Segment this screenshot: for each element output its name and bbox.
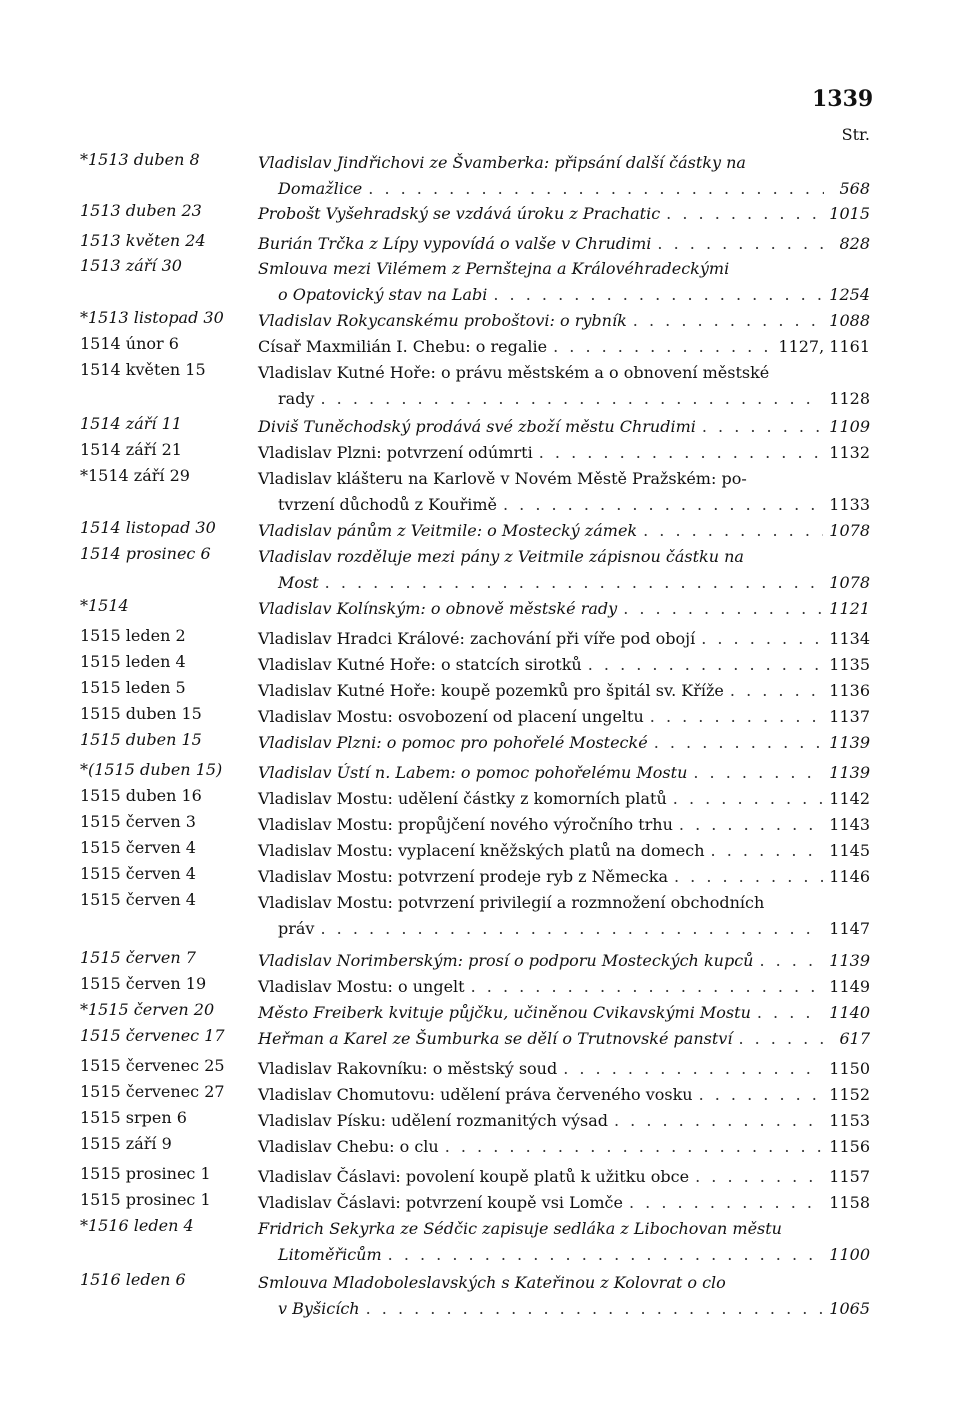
dot-leader [368, 176, 824, 202]
entry-text: Vladislav Mostu: propůjčení nového výročního trhu [258, 815, 673, 834]
entry-date: 1514 únor 6 [80, 334, 179, 353]
entry-page-ref: 1121 [829, 599, 870, 618]
entry-text: Vladislav Mostu: potvrzení prodeje ryb z Německa [258, 867, 668, 886]
dot-leader [738, 1026, 824, 1052]
entry-date: *1515 červen 20 [80, 1000, 215, 1019]
entry-text: rady [278, 389, 315, 408]
entry-line [258, 466, 870, 492]
entry-date: 1515 červenec 25 [80, 1056, 225, 1075]
entry-line [258, 864, 870, 890]
entry-text: Smlouva mezi Vilémem z Pernštejna a Královéhradeckými [258, 259, 730, 278]
entry-date: *1514 [80, 596, 129, 615]
entry-line [258, 1056, 870, 1082]
entry-description [258, 150, 870, 202]
entry-page-ref: 1128 [829, 389, 870, 408]
dot-leader [650, 704, 824, 730]
entry-line [258, 201, 870, 227]
entry-text: Vladislav Plzni: potvrzení odúmrti [258, 443, 533, 462]
entry-description [258, 1270, 870, 1322]
entry-page-ref: 1135 [829, 655, 870, 674]
entry-page-ref: 1152 [829, 1085, 870, 1104]
entry-text: tvrzení důchodů z Kouřimě [278, 495, 497, 514]
entry-date: 1514 prosinec 6 [80, 544, 211, 563]
entry-date: 1515 červenec 27 [80, 1082, 225, 1101]
entry-page-ref: 1100 [829, 1245, 870, 1264]
entry-description [258, 812, 870, 838]
entry-date: 1514 září 21 [80, 440, 182, 459]
entry-date: *1514 září 29 [80, 466, 190, 485]
dot-leader [654, 730, 824, 756]
entry-description [258, 890, 870, 942]
entry-description [258, 974, 870, 1000]
entry-description [258, 1134, 870, 1160]
dot-leader [471, 974, 824, 1000]
entry-continuation-line [258, 282, 870, 308]
entry-text: Vladislav pánům z Veitmile: o Mostecký zámek [258, 521, 638, 540]
entry-text: Vladislav Čáslavi: povolení koupě platů k užitku obce [258, 1167, 690, 1186]
entry-date: 1515 červen 19 [80, 974, 207, 993]
entry-continuation-line [258, 492, 870, 518]
entry-page-ref: 1065 [829, 1299, 870, 1318]
dot-leader [711, 838, 824, 864]
entry-line [258, 838, 870, 864]
entry-text: Vladislav Hradci Králové: zachování při víře pod obojí [258, 629, 696, 648]
entry-page-ref: 1139 [829, 951, 870, 970]
entry-text: Diviš Tuněchodský prodává své zboží městu Chrudimi [258, 417, 696, 436]
entry-continuation-line [258, 916, 870, 942]
entry-text: Vladislav klášteru na Karlově v Novém Městě Pražském: po- [258, 469, 747, 488]
entry-page-ref: 1150 [829, 1059, 870, 1078]
entry-description [258, 948, 870, 974]
dot-leader [666, 201, 823, 227]
entry-description [258, 1082, 870, 1108]
entry-line [258, 1164, 870, 1190]
entry-text: Heřman a Karel ze Šumburka se dělí o Trutnovské panství [258, 1029, 733, 1048]
entry-line [258, 1190, 870, 1216]
dot-leader [553, 334, 772, 360]
entry-date: 1515 prosinec 1 [80, 1164, 211, 1183]
dot-leader [633, 308, 823, 334]
entry-continuation-line [258, 386, 870, 412]
entry-line [258, 1026, 870, 1052]
entry-description [258, 544, 870, 596]
entry-line [258, 414, 870, 440]
entry-description [258, 864, 870, 890]
entry-date: 1515 leden 5 [80, 678, 186, 697]
entry-date: 1515 září 9 [80, 1134, 172, 1153]
entry-date: 1513 září 30 [80, 256, 182, 275]
entry-page-ref: 1139 [829, 763, 870, 782]
entry-date: 1515 prosinec 1 [80, 1190, 211, 1209]
entry-text: Vladislav rozděluje mezi pány z Veitmile zápisnou částku na [258, 547, 744, 566]
entry-line [258, 730, 870, 756]
entry-text: Město Freiberk kvituje půjčku, učiněnou Cvikavskými Mostu [258, 1003, 751, 1022]
dot-leader [643, 518, 823, 544]
entry-date: 1515 červen 3 [80, 812, 196, 831]
dot-leader [679, 812, 823, 838]
entry-date: 1515 červen 7 [80, 948, 196, 967]
entry-text: Vladislav Mostu: udělení částky z komorních platů [258, 789, 667, 808]
entry-description [258, 1056, 870, 1082]
entry-line [258, 334, 870, 360]
entry-text: Fridrich Sekyrka ze Sédčic zapisuje sedláka z Libochovan městu [258, 1219, 782, 1238]
entry-date: 1516 leden 6 [80, 1270, 186, 1289]
entry-page-ref: 1078 [829, 573, 870, 592]
entry-description [258, 1000, 870, 1026]
dot-leader [588, 652, 824, 678]
dot-leader [674, 864, 823, 890]
entry-line [258, 1270, 870, 1296]
dot-leader [388, 1242, 824, 1268]
dot-leader [657, 231, 824, 257]
dot-leader [629, 1190, 823, 1216]
entry-line [258, 308, 870, 334]
entry-text: Vladislav Mostu: potvrzení privilegií a rozmnožení obchodních [258, 893, 765, 912]
entry-date: 1514 listopad 30 [80, 518, 216, 537]
entry-line [258, 440, 870, 466]
entry-text: Litoměřicům [278, 1245, 382, 1264]
dot-leader [614, 1108, 823, 1134]
dot-leader [730, 678, 823, 704]
entry-text: Vladislav Kutné Hoře: o statcích sirotků [258, 655, 582, 674]
entry-continuation-line [258, 570, 870, 596]
entry-description [258, 1216, 870, 1268]
dot-leader [325, 570, 824, 596]
entry-page-ref: 1140 [829, 1003, 870, 1022]
entry-line [258, 760, 870, 786]
entry-line [258, 1216, 870, 1242]
entry-line [258, 890, 870, 916]
entry-page-ref: 617 [839, 1029, 870, 1048]
entry-continuation-line [258, 1242, 870, 1268]
entry-line [258, 786, 870, 812]
entry-page-ref: 1157 [829, 1167, 870, 1186]
entry-page-ref: 1133 [829, 495, 870, 514]
page-column-label: Str. [841, 125, 870, 144]
entry-date: 1515 srpen 6 [80, 1108, 187, 1127]
page-number: 1339 [812, 86, 874, 112]
entry-page-ref: 1137 [829, 707, 870, 726]
entry-text: Vladislav Norimberským: prosí o podporu Mosteckých kupců [258, 951, 754, 970]
entry-line [258, 150, 870, 176]
entry-page-ref: 1078 [829, 521, 870, 540]
dot-leader [623, 596, 823, 622]
entry-page-ref: 1156 [829, 1137, 870, 1156]
entry-date: *1513 listopad 30 [80, 308, 224, 327]
entry-page-ref: 1146 [829, 867, 870, 886]
entry-text: Vladislav Kutné Hoře: koupě pozemků pro špitál sv. Kříže [258, 681, 724, 700]
entry-text: Most [278, 573, 319, 592]
entry-date: 1515 červen 4 [80, 890, 196, 909]
entry-text: Vladislav Mostu: vyplacení kněžských platů na domech [258, 841, 705, 860]
entry-text: Vladislav Rokycanskému proboštovi: o rybník [258, 311, 627, 330]
entry-date: 1515 duben 15 [80, 704, 202, 723]
entry-text: Císař Maxmilián I. Chebu: o regalie [258, 337, 548, 356]
entry-page-ref: 1127, 1161 [778, 337, 870, 356]
entry-date: 1514 květen 15 [80, 360, 206, 379]
entry-description [258, 256, 870, 308]
entry-date: 1515 leden 4 [80, 652, 186, 671]
entry-continuation-line [258, 176, 870, 202]
entry-line [258, 626, 870, 652]
entry-date: 1514 září 11 [80, 414, 182, 433]
entry-text: Vladislav Ústí n. Labem: o pomoc pohořelému Mostu [258, 763, 688, 782]
dot-leader [445, 1134, 824, 1160]
entry-text: Probošt Vyšehradský se vzdává úroku z Prachatic [258, 204, 661, 223]
entry-line [258, 812, 870, 838]
entry-text: v Byšicích [278, 1299, 360, 1318]
entry-page-ref: 1145 [829, 841, 870, 860]
entry-page-ref: 1139 [829, 733, 870, 752]
entry-description [258, 730, 870, 756]
entry-date: 1515 duben 16 [80, 786, 202, 805]
entry-page-ref: 1149 [829, 977, 870, 996]
entry-line [258, 974, 870, 1000]
entry-line [258, 1134, 870, 1160]
entry-text: Vladislav Rakovníku: o městský soud [258, 1059, 558, 1078]
entry-text: Domažlice [278, 179, 363, 198]
entry-page-ref: 1132 [829, 443, 870, 462]
entry-text: o Opatovický stav na Labi [278, 285, 488, 304]
entry-description [258, 1190, 870, 1216]
entry-line [258, 704, 870, 730]
entry-page-ref: 568 [839, 179, 870, 198]
entry-text: Vladislav Chebu: o clu [258, 1137, 439, 1156]
entry-text: Vladislav Mostu: o ungelt [258, 977, 465, 996]
entry-line [258, 596, 870, 622]
entry-description [258, 786, 870, 812]
entry-description [258, 231, 870, 257]
dot-leader [702, 414, 823, 440]
entry-date: 1515 duben 15 [80, 730, 202, 749]
entry-description [258, 652, 870, 678]
dot-leader [759, 948, 823, 974]
entry-text: Vladislav Písku: udělení rozmanitých výsad [258, 1111, 608, 1130]
entry-line [258, 1108, 870, 1134]
entry-text: Vladislav Kutné Hoře: o právu městském a o obnovení městské [258, 363, 770, 382]
entry-date: 1513 duben 23 [80, 201, 202, 220]
dot-leader [366, 1296, 824, 1322]
dot-leader [493, 282, 823, 308]
entry-page-ref: 1254 [829, 285, 870, 304]
entry-description [258, 308, 870, 334]
entry-text: Vladislav Jindřichovi ze Švamberka: připsání další částky na [258, 153, 746, 172]
entry-line [258, 231, 870, 257]
dot-leader [701, 626, 823, 652]
entry-text: Vladislav Plzni: o pomoc pro pohořelé Mostecké [258, 733, 648, 752]
entry-description [258, 1164, 870, 1190]
dot-leader [695, 1164, 823, 1190]
entry-date: 1515 červen 4 [80, 864, 196, 883]
entry-description [258, 678, 870, 704]
entry-description [258, 626, 870, 652]
entry-continuation-line [258, 1296, 870, 1322]
entry-description [258, 201, 870, 227]
entry-line [258, 1000, 870, 1026]
entry-date: 1513 květen 24 [80, 231, 206, 250]
dot-leader [320, 386, 823, 412]
entry-text: práv [278, 919, 315, 938]
dot-leader [320, 916, 823, 942]
entry-page-ref: 1136 [829, 681, 870, 700]
entry-line [258, 544, 870, 570]
entry-date: 1515 červen 4 [80, 838, 196, 857]
entry-page-ref: 1158 [829, 1193, 870, 1212]
entry-page-ref: 1015 [829, 204, 870, 223]
entry-page-ref: 1147 [829, 919, 870, 938]
entry-date: 1515 červenec 17 [80, 1026, 225, 1045]
entry-page-ref: 1109 [829, 417, 870, 436]
dot-leader [503, 492, 823, 518]
entry-description [258, 414, 870, 440]
entry-line [258, 256, 870, 282]
entry-line [258, 652, 870, 678]
entry-description [258, 760, 870, 786]
entry-line [258, 360, 870, 386]
entry-description [258, 1108, 870, 1134]
entry-text: Burián Trčka z Lípy vypovídá o valše v Chrudimi [258, 234, 652, 253]
entry-text: Vladislav Mostu: osvobození od placení ungeltu [258, 707, 644, 726]
entry-date: *(1515 duben 15) [80, 760, 223, 779]
entry-page-ref: 1142 [829, 789, 870, 808]
entry-description [258, 704, 870, 730]
entry-line [258, 518, 870, 544]
entry-description [258, 1026, 870, 1052]
dot-leader [563, 1056, 823, 1082]
entry-date: 1515 leden 2 [80, 626, 186, 645]
dot-leader [693, 760, 823, 786]
entry-description [258, 334, 870, 360]
entry-page-ref: 1153 [829, 1111, 870, 1130]
entry-text: Vladislav Chomutovu: udělení práva červeného vosku [258, 1085, 693, 1104]
entry-text: Vladislav Čáslavi: potvrzení koupě vsi Lomče [258, 1193, 623, 1212]
entry-line [258, 678, 870, 704]
entry-description [258, 466, 870, 518]
entry-description [258, 518, 870, 544]
dot-leader [757, 1000, 823, 1026]
dot-leader [539, 440, 824, 466]
entry-description [258, 440, 870, 466]
entry-description [258, 360, 870, 412]
entry-description [258, 596, 870, 622]
entry-page-ref: 1143 [829, 815, 870, 834]
entry-date: *1513 duben 8 [80, 150, 200, 169]
dot-leader [699, 1082, 824, 1108]
entry-line [258, 948, 870, 974]
entry-text: Vladislav Kolínským: o obnově městské rady [258, 599, 618, 618]
entry-description [258, 838, 870, 864]
entry-page-ref: 1134 [829, 629, 870, 648]
entry-page-ref: 1088 [829, 311, 870, 330]
dot-leader [673, 786, 824, 812]
entry-date: *1516 leden 4 [80, 1216, 194, 1235]
entry-page-ref: 828 [839, 234, 870, 253]
entry-text: Smlouva Mladoboleslavských s Kateřinou z Kolovrat o clo [258, 1273, 726, 1292]
entry-line [258, 1082, 870, 1108]
